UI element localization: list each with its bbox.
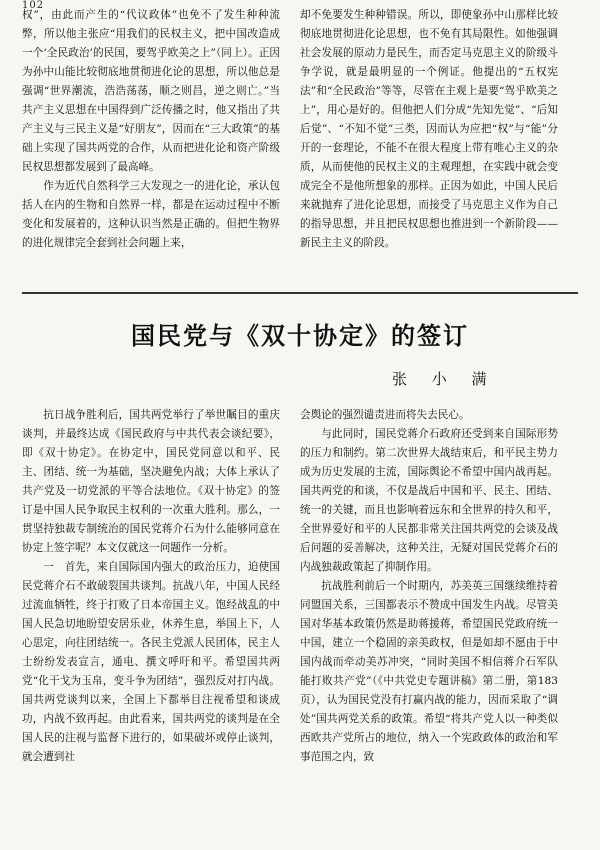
top-left-column: [22, 6, 280, 253]
article-title: 国民党与《双十协定》的签订: [131, 322, 469, 350]
top-right-column: [300, 6, 558, 253]
page-number: 102: [22, 0, 45, 11]
paragraph: 会舆论的强烈谴责进而将失去民心。: [300, 409, 470, 421]
paragraph: 却不免要发生种种错误。所以，即使象孙中山那样比较彻底地贯彻进化论思想，也不免有其局限性。如他强调社会发展的原动力是民生，而否定马克思主义的阶级斗争学说，就是最明显的一个例证。他提出的“五权宪法”和“全民政治”等等，尽管在主观上是要“驾乎欧美之上”，用心是好的。但他把人们分成“先知先觉”、“后知后觉”、“不知不觉”三类，因而认为应把“权”与“能”分开的一套理论，不能不在很大程度上带有唯心主义的杂质，从而使他的民权主义的主观理想，在实践中就会变成完全不是他所想象的那样。正因为如此，中国人民后来就抛弃了进化论思想，而接受了马克思主义作为自己的指导思想，并且把民权思想也推进到一个新阶段——新民主主义的阶段。: [300, 9, 558, 249]
paragraph: 一 首先，来自国际国内强大的政治压力，迫使国民党蒋介石不敢破裂国共谈判。抗战八年，中国人民经过流血牺牲，终于打败了日本帝国主义。饱经战乱的中国人民急切地盼望安居乐业，休养生息，举国上下，人心思定，向往团结统一。各民主党派人民团体，民主人士纷纷发表宣言，通电、撰文呼吁和平。希望国共两党“化干戈为玉帛，变斗争为团结”，强烈反对打内战。国共两党谈判以来，全国上下都举目注视希望和谈成功，内战不致再起。由此看来，国共两党的谈判是在全国人民的注视与监督下进行的，如果破坏或停止谈判，就会遭到社: [22, 561, 280, 763]
paragraph: 抗日战争胜利后，国共两党举行了举世瞩目的重庆谈判，并最终达成《国民政府与中共代表会谈纪要》，即《双十协定》。在协定中，国民党同意以和平、民主、团结、统一为基础，坚决避免内战；大体上承认了共产党及一切党派的平等合法地位。《双十协定》的签订是中国人民争取民主权利的一次重大胜利。那么，一贯坚持独裁专制统治的国民党蒋介石为什么能够同意在协定上签字呢？本文仅就这一问题作一分析。: [22, 409, 280, 554]
paragraph: 作为近代自然科学三大发现之一的进化论，承认包括人在内的生物和自然界一样，都是在运动过程中不断变化和发展着的，这种认识当然是正确的。但把生物界的进化规律完全套到社会问题上来，: [22, 180, 280, 249]
paragraph: 与此同时，国民党蒋介石政府还受到来自国际形势的压力和制约。第二次世界大战结束后，和平民主势力成为历史发展的主流，国际舆论不希望中国内战再起。国共两党的和谈，不仅是战后中国和平、民主、团结、统一的关键，而且也影响着远东和全世界的持久和平，全世界爱好和平的人民都非常关注国共两党的会谈及战后问题的妥善解决，这种关注，无疑对国民党蒋介石的内战独裁政策起了抑制作用。: [300, 428, 558, 573]
paragraph: 权”，由此而产生的“代议政体”也免不了发生种种流弊，所以他主张应“用我们的民权主义，把中国改造成一个‘全民政治’的民国，要驾乎欧美之上”（同上）。正因为孙中山能比较彻底地贯彻进化论的思想，所以他总是强调“世界潮流，浩浩荡荡，顺之则昌，逆之则亡。”当共产主义思想在中国得到广泛传播之时，他又指出了共产主义与三民主义是“好朋友”，因而在“三大政策”的基础上实现了国共两党的合作，从而把进化论和资产阶级民权思想都发展到了最高峰。: [22, 9, 280, 173]
article-author: 张 小 满: [392, 370, 497, 388]
paragraph: 抗战胜利前后一个时期内，苏美英三国继续维持着同盟国关系，三国都表示不赞成中国发生内战。尽管美国对华基本政策仍然是助蒋援蒋，希望国民党政府统一中国，建立一个稳固的亲美政权，但是如却不愿由于中国内战而牵动美苏冲突，“同时美国不相信蒋介石军队能打败共产党”（《中共党史专题讲稿》第二册，第183页），认为国民党没有打赢内战的能力，因而采取了“调处”国共两党关系的政策。希望“将共产党人以一种类似西欧共产党所占的地位，纳入一个宪政政体的政治和军事范围之内，致: [300, 580, 558, 763]
section-divider: [22, 292, 578, 294]
article-right-column: [300, 406, 558, 767]
article-left-column: [22, 406, 280, 767]
